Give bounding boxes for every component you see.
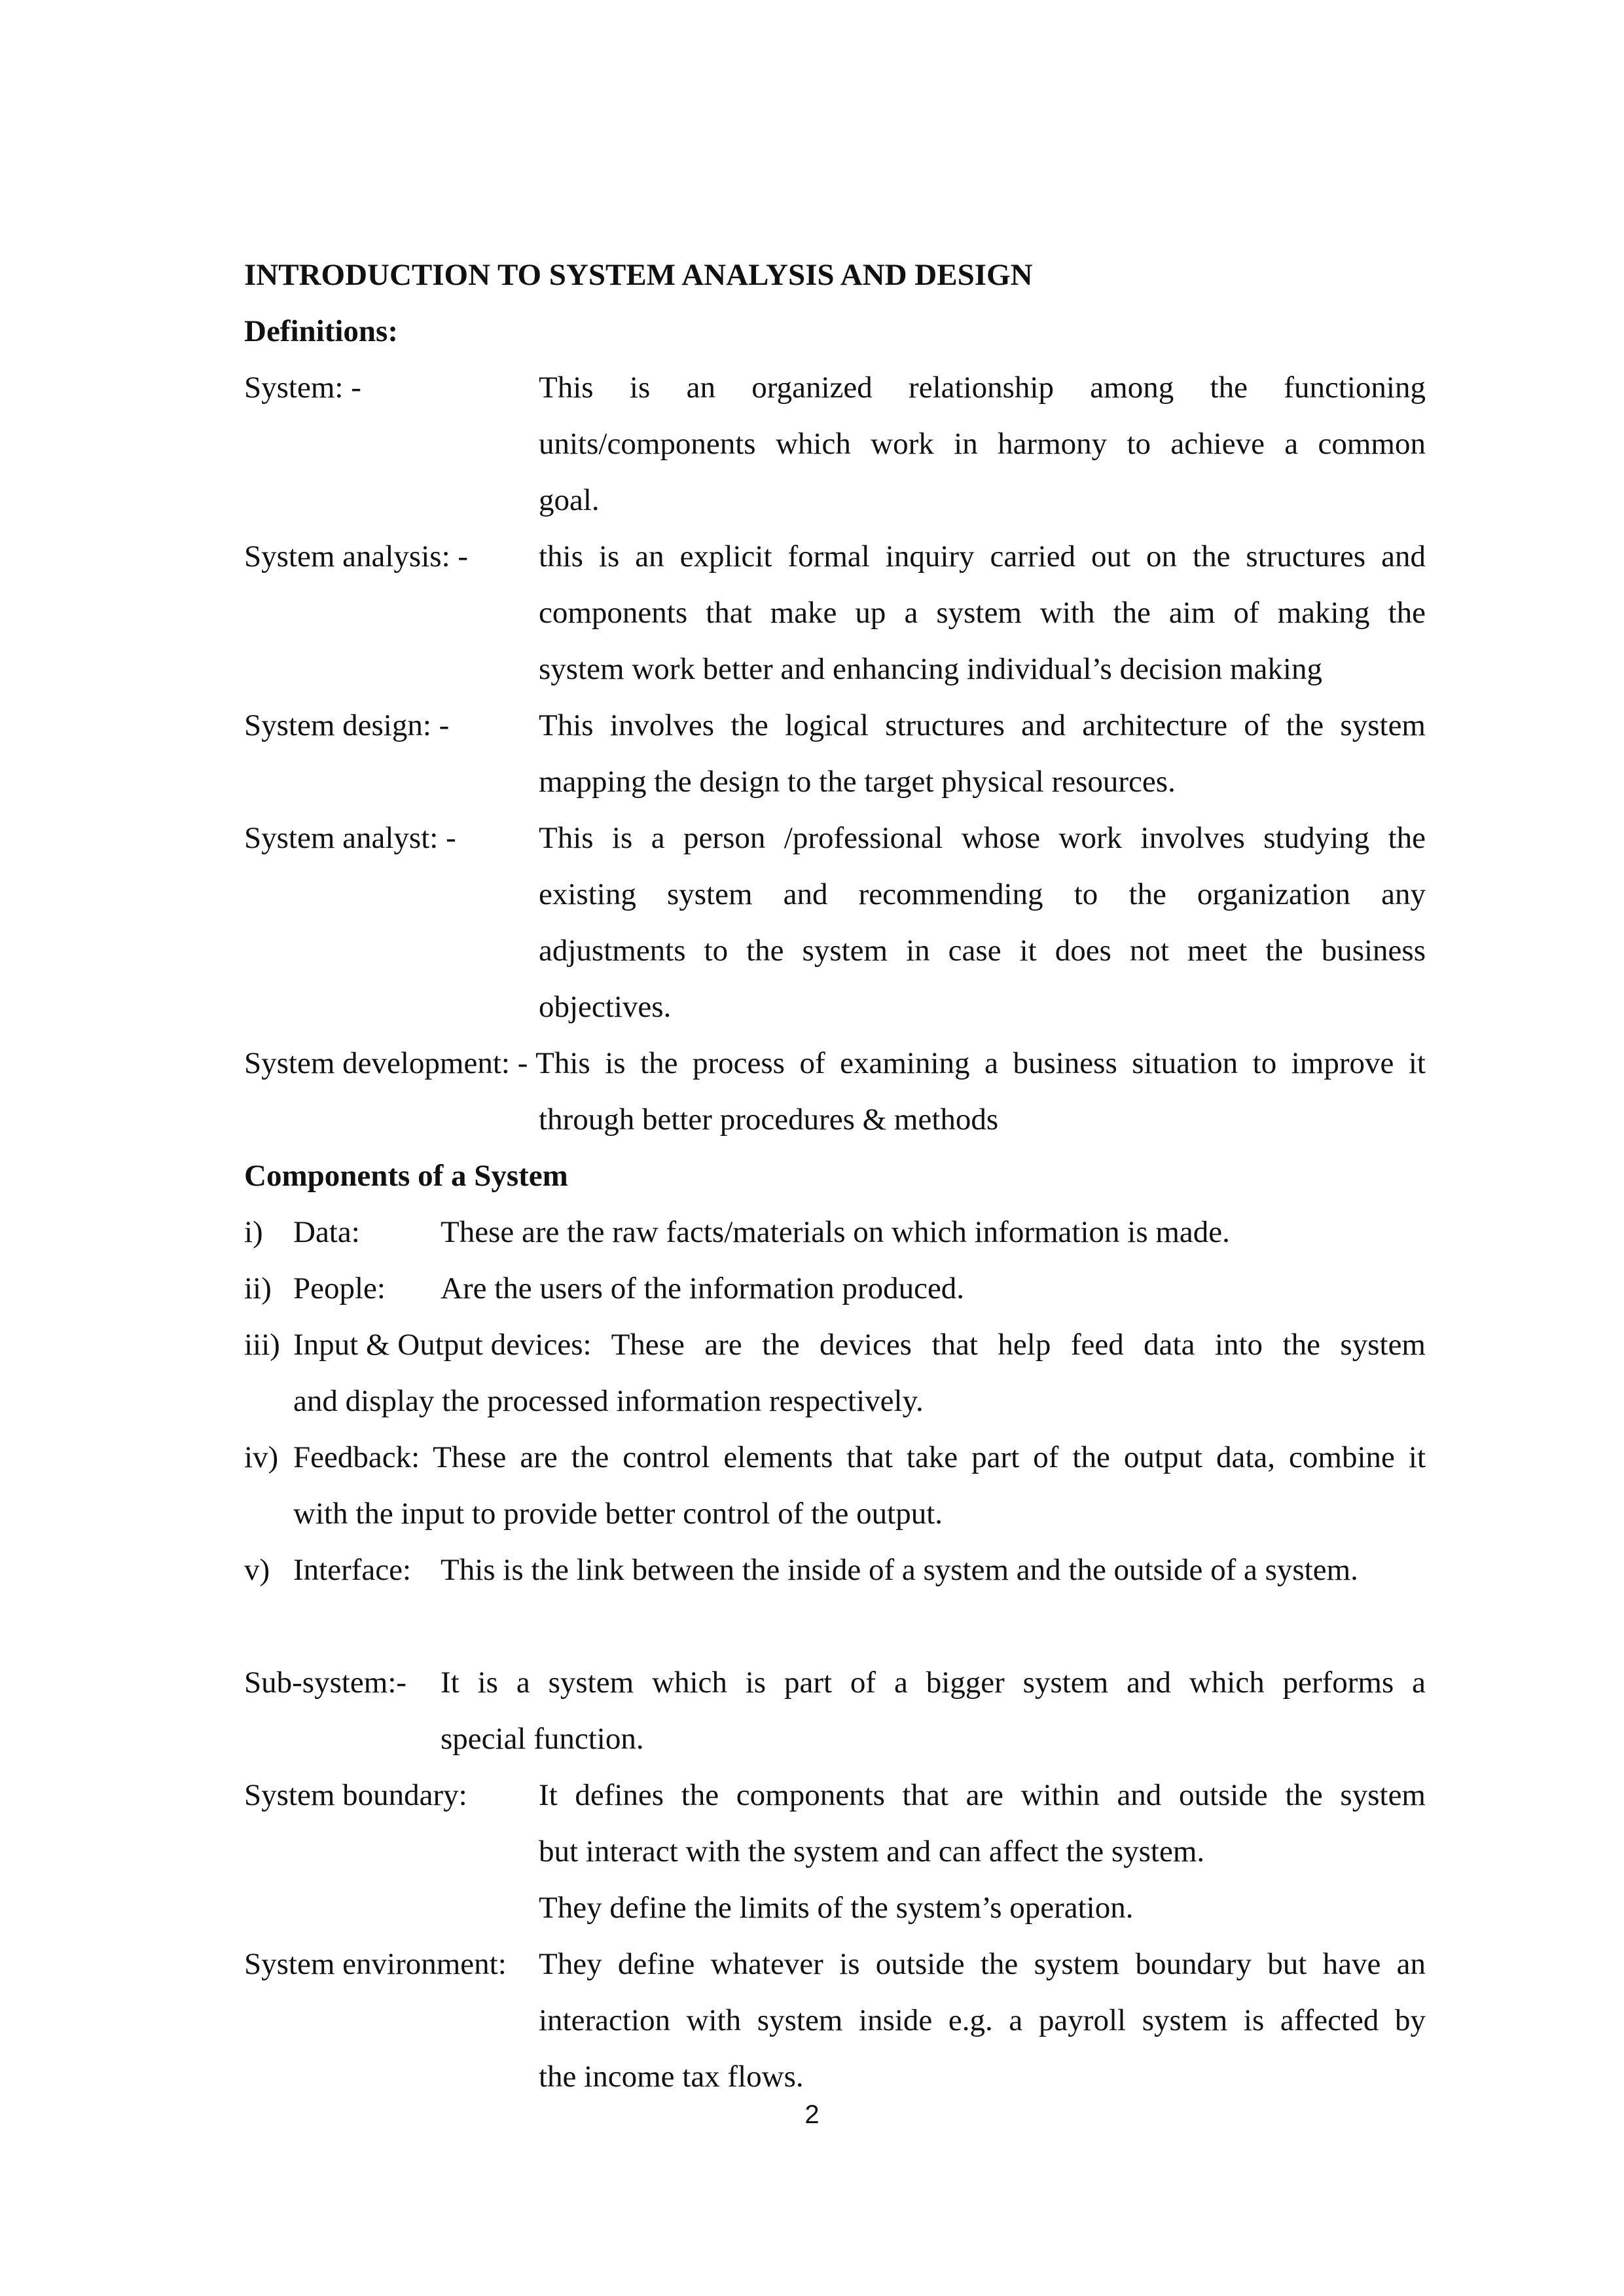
component-text: These are the control elements that take part of the output data, combine it — [433, 1440, 1426, 1474]
definition-line: mapping the design to the target physical resources. — [539, 765, 1176, 799]
component-label: Interface: — [293, 1553, 412, 1587]
component-body — [293, 1260, 1426, 1317]
definition-text — [539, 1767, 1426, 1936]
spacer — [244, 1598, 1426, 1654]
component-number: iv) — [244, 1440, 279, 1474]
definition-text — [539, 359, 1426, 528]
definition-line: special function. — [441, 1722, 644, 1756]
component-label: Input & Output devices: — [293, 1328, 592, 1362]
components-heading: Components of a System — [244, 1159, 568, 1193]
component-number: ii) — [244, 1271, 272, 1305]
component-label: Data: — [293, 1215, 360, 1249]
definition-line: but interact with the system and can affect the system. — [539, 1834, 1205, 1868]
definition-term: System development: - — [244, 1046, 536, 1080]
component-text: with the input to provide better control of the output. — [293, 1497, 943, 1531]
definition-text — [441, 1654, 1426, 1767]
component-label: People: — [293, 1271, 386, 1305]
definition-text — [539, 697, 1426, 810]
definition-line: through better procedures & methods — [539, 1102, 999, 1137]
definition-line: It defines the components that are within and outside the system — [539, 1778, 1426, 1812]
definition-system-analysis — [244, 528, 1426, 697]
component-number: v) — [244, 1553, 270, 1587]
definition-line: units/components which work in harmony to achieve a common — [539, 427, 1426, 461]
component-item — [244, 1317, 1426, 1429]
definition-term: System design: - — [244, 708, 450, 742]
component-first-line — [293, 1317, 1426, 1373]
component-label: Feedback: — [293, 1440, 420, 1474]
definition-line: goal. — [539, 483, 600, 517]
definition-text — [535, 1035, 1426, 1091]
definition-line: existing system and recommending to the organization any — [539, 877, 1426, 911]
component-text: Are the users of the information produced. — [441, 1271, 965, 1305]
component-item — [244, 1429, 1426, 1542]
definition-line: They define the limits of the system’s operation. — [539, 1891, 1134, 1925]
component-text: These are the raw facts/materials on which information is made. — [441, 1215, 1230, 1249]
definition-term: System environment: — [244, 1947, 507, 1981]
definition-line: the income tax flows. — [539, 2060, 804, 2094]
definition-line: This involves the logical structures and architecture of the system — [539, 708, 1426, 742]
component-number: iii) — [244, 1328, 280, 1362]
definition-term: System: - — [244, 371, 361, 405]
definition-line: adjustments to the system in case it does not meet the business — [539, 934, 1426, 968]
definition-subsystem — [244, 1654, 1426, 1767]
component-text: and display the processed information respectively. — [293, 1384, 924, 1418]
component-body — [293, 1429, 1426, 1542]
component-item — [244, 1204, 1426, 1260]
definition-line: This is an organized relationship among the functioning — [539, 371, 1426, 405]
component-item — [244, 1260, 1426, 1317]
component-first-line — [293, 1429, 1426, 1485]
definition-system-development — [244, 1035, 1426, 1091]
definition-text — [539, 810, 1426, 1035]
definition-text — [539, 1936, 1426, 2105]
component-body — [293, 1317, 1426, 1429]
definition-term: System boundary: — [244, 1778, 467, 1812]
definition-continuation — [244, 1091, 1426, 1148]
definition-line: objectives. — [539, 990, 672, 1024]
component-text: These are the devices that help feed data into the system — [611, 1328, 1426, 1362]
definition-system-environment — [244, 1936, 1426, 2105]
definition-line: They define whatever is outside the system boundary but have an — [539, 1947, 1426, 1981]
definition-system-analyst — [244, 810, 1426, 1035]
definition-term: System analysis: - — [244, 539, 469, 574]
definition-system-boundary — [244, 1767, 1426, 1936]
component-item — [244, 1542, 1426, 1598]
component-text: This is the link between the inside of a system and the outside of a system. — [441, 1553, 1358, 1587]
definition-line: This is the process of examining a business situation to improve it — [535, 1046, 1426, 1080]
definition-text — [539, 528, 1426, 697]
definitions-heading: Definitions: — [244, 314, 398, 348]
page-number: 2 — [804, 2100, 820, 2129]
component-number: i) — [244, 1215, 263, 1249]
definition-system — [244, 359, 1426, 528]
definition-line: This is a person /professional whose work involves studying the — [539, 821, 1426, 855]
document-page — [244, 247, 1426, 2105]
component-body — [293, 1542, 1426, 1598]
definition-line: components that make up a system with the aim of making the — [539, 596, 1426, 630]
definition-term: Sub-system:- — [244, 1666, 407, 1700]
definition-line: It is a system which is part of a bigger system and which performs a — [441, 1666, 1426, 1700]
definition-term: System analyst: - — [244, 821, 456, 855]
definition-system-design — [244, 697, 1426, 810]
definition-line: this is an explicit formal inquiry carried out on the structures and — [539, 539, 1426, 574]
document-title: INTRODUCTION TO SYSTEM ANALYSIS AND DESIGN — [244, 258, 1033, 292]
definition-line: interaction with system inside e.g. a payroll system is affected by — [539, 2003, 1426, 2037]
component-body — [293, 1204, 1426, 1260]
definition-line: system work better and enhancing individual’s decision making — [539, 652, 1322, 686]
